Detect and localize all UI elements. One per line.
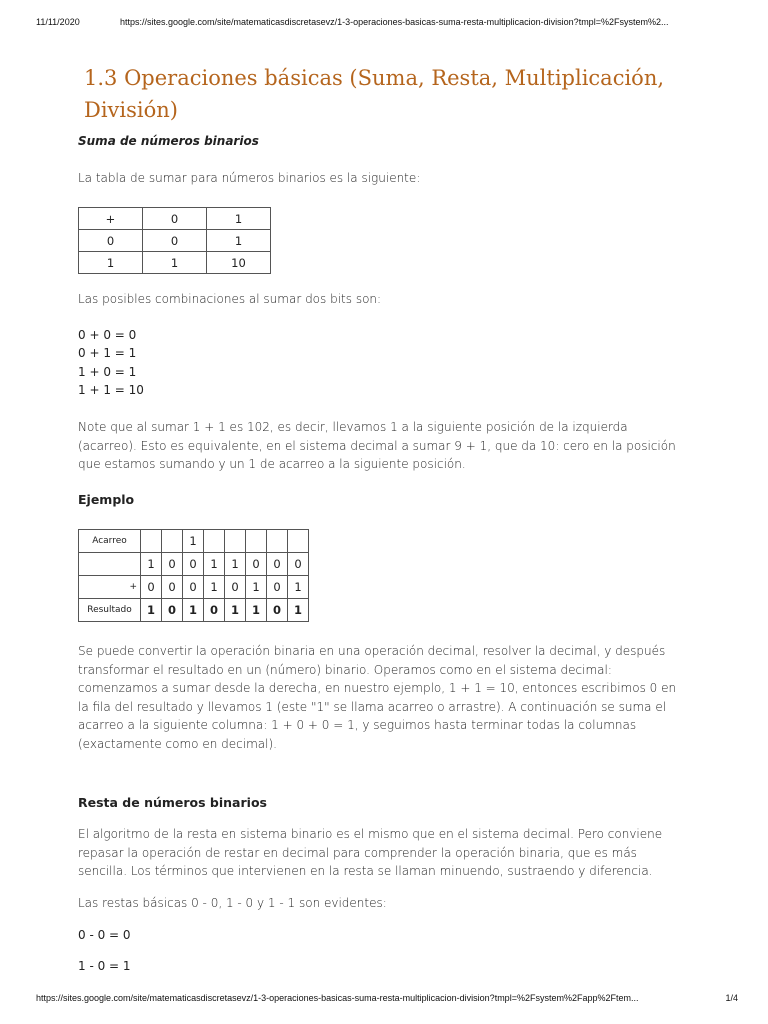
table-cell: 0 — [225, 576, 246, 599]
table-row — [79, 599, 309, 622]
table-cell: 0 — [267, 553, 288, 576]
equation: 1 - 0 = 1 — [78, 959, 131, 973]
page-title-line-1: 1.3 Operaciones básicas (Suma, Resta, Multiplicación, — [84, 66, 665, 90]
print-header — [36, 17, 738, 31]
table-row — [79, 208, 271, 230]
text-line: transformar el resultado en un (número) binario. Operamos como en el sistema decimal: — [78, 662, 612, 677]
table-cell — [288, 530, 309, 553]
table-cell: 1 — [141, 553, 162, 576]
table-cell: 1 — [288, 576, 309, 599]
table-row — [79, 530, 309, 553]
table-cell: 0 — [162, 599, 183, 622]
table-row — [79, 230, 271, 252]
combinations-intro: Las posibles combinaciones al sumar dos bits son: — [78, 292, 382, 306]
table-cell: 1 — [207, 208, 271, 230]
text-line: comenzamos a sumar desde la derecha, en nuestro ejemplo, 1 + 1 = 10, entonces escribimos 0 en — [78, 681, 677, 695]
table-cell: 1 — [183, 599, 204, 622]
table-cell: 0 — [162, 553, 183, 576]
ejemplo-heading: Ejemplo — [78, 492, 135, 507]
table-cell — [246, 530, 267, 553]
table-cell: 0 — [143, 208, 207, 230]
text-line: Note que al sumar 1 + 1 es 102, es decir, llevamos 1 a la siguiente posición de la izquierda — [78, 420, 628, 434]
print-url: https://sites.google.com/site/matematicasdiscretasevz/1-3-operaciones-basicas-suma-resta-multiplicacion-division?tmpl=%2Fsystem%2... — [120, 17, 669, 27]
text-line: (exactamente como en decimal). — [78, 736, 277, 751]
table-cell: 0 — [162, 576, 183, 599]
table-cell: 0 — [246, 553, 267, 576]
table-cell: 1 — [246, 599, 267, 622]
table-cell: 0 — [141, 576, 162, 599]
equation: 0 + 0 = 0 — [78, 328, 137, 342]
table-cell — [162, 530, 183, 553]
table-cell: 0 — [267, 599, 288, 622]
text-line: El algoritmo de la resta en sistema binario es el mismo que en el sistema decimal. Pero conviene — [78, 827, 663, 841]
table-cell: 10 — [207, 252, 271, 274]
resta-heading: Resta de números binarios — [78, 795, 267, 810]
table-cell: 0 — [204, 599, 225, 622]
table-cell: 1 — [183, 530, 204, 553]
table-cell — [267, 530, 288, 553]
page-title-line-2: División) — [84, 98, 178, 122]
equation: 1 + 1 = 10 — [78, 383, 144, 397]
table-cell: 0 — [143, 230, 207, 252]
text-line: que estamos sumando y un 1 de acarreo a la siguiente posición. — [78, 457, 466, 471]
print-footer — [36, 993, 738, 1007]
table-cell: 1 — [141, 599, 162, 622]
table-cell: 1 — [207, 230, 271, 252]
text-line: sencilla. Los términos que intervienen en la resta se llaman minuendo, sustraendo y diferencia. — [78, 864, 653, 878]
equation: 0 + 1 = 1 — [78, 346, 137, 360]
table-cell: 0 — [267, 576, 288, 599]
table-cell: 1 — [143, 252, 207, 274]
text-line: acarreo a la siguiente columna: 1 + 0 + 0 = 1, y seguimos hasta terminar todas la columnas — [78, 718, 637, 732]
resta-intro-paragraph — [78, 825, 693, 881]
text-line: Se puede convertir la operación binaria en una operación decimal, resolver la decimal, y después — [78, 644, 666, 658]
equation: 0 - 0 = 0 — [78, 928, 131, 942]
suma-intro: La tabla de sumar para números binarios es la siguiente: — [78, 171, 421, 185]
table-cell: 1 — [288, 599, 309, 622]
text-line: la fila del resultado y llevamos 1 (este "1" se llama acarreo o arrastre). A continuación se suma el — [78, 699, 667, 714]
page-number: 1/4 — [725, 993, 738, 1003]
carry-label: Acarreo — [79, 530, 141, 553]
table-cell: 0 — [288, 553, 309, 576]
print-date: 11/11/2020 — [36, 17, 80, 27]
table-row — [79, 252, 271, 274]
table-cell: + — [79, 208, 143, 230]
example-table — [78, 529, 309, 622]
table-cell — [141, 530, 162, 553]
table-cell: 0 — [183, 553, 204, 576]
plus-label: + — [79, 576, 141, 599]
page-title — [84, 62, 684, 126]
table-cell: 0 — [79, 230, 143, 252]
table-cell — [204, 530, 225, 553]
table-cell: 1 — [204, 553, 225, 576]
table-cell: 1 — [225, 599, 246, 622]
footer-url: https://sites.google.com/site/matematicasdiscretasevz/1-3-operaciones-basicas-suma-resta-multiplicacion-division?tmpl=%2Fsystem%2Fapp%2Ftem... — [36, 993, 639, 1003]
table-cell — [79, 553, 141, 576]
text-line: (acarreo). Esto es equivalente, en el sistema decimal a sumar 9 + 1, que da 10: cero en la posición — [78, 438, 676, 453]
result-label: Resultado — [79, 599, 141, 622]
note-paragraph — [78, 418, 693, 474]
table-cell: 1 — [225, 553, 246, 576]
suma-heading: Suma de números binarios — [78, 134, 259, 148]
table-cell: 1 — [79, 252, 143, 274]
table-cell: 1 — [204, 576, 225, 599]
equation: 1 + 0 = 1 — [78, 365, 137, 379]
resta-basic: Las restas básicas 0 - 0, 1 - 0 y 1 - 1 son evidentes: — [78, 896, 387, 910]
text-line: repasar la operación de restar en decimal para comprender la operación binaria, que es más — [78, 845, 637, 860]
table-row — [79, 553, 309, 576]
table-cell: 1 — [246, 576, 267, 599]
explanation-paragraph — [78, 642, 693, 753]
table-cell — [225, 530, 246, 553]
table-cell: 0 — [183, 576, 204, 599]
sum-table — [78, 207, 271, 274]
table-row — [79, 576, 309, 599]
